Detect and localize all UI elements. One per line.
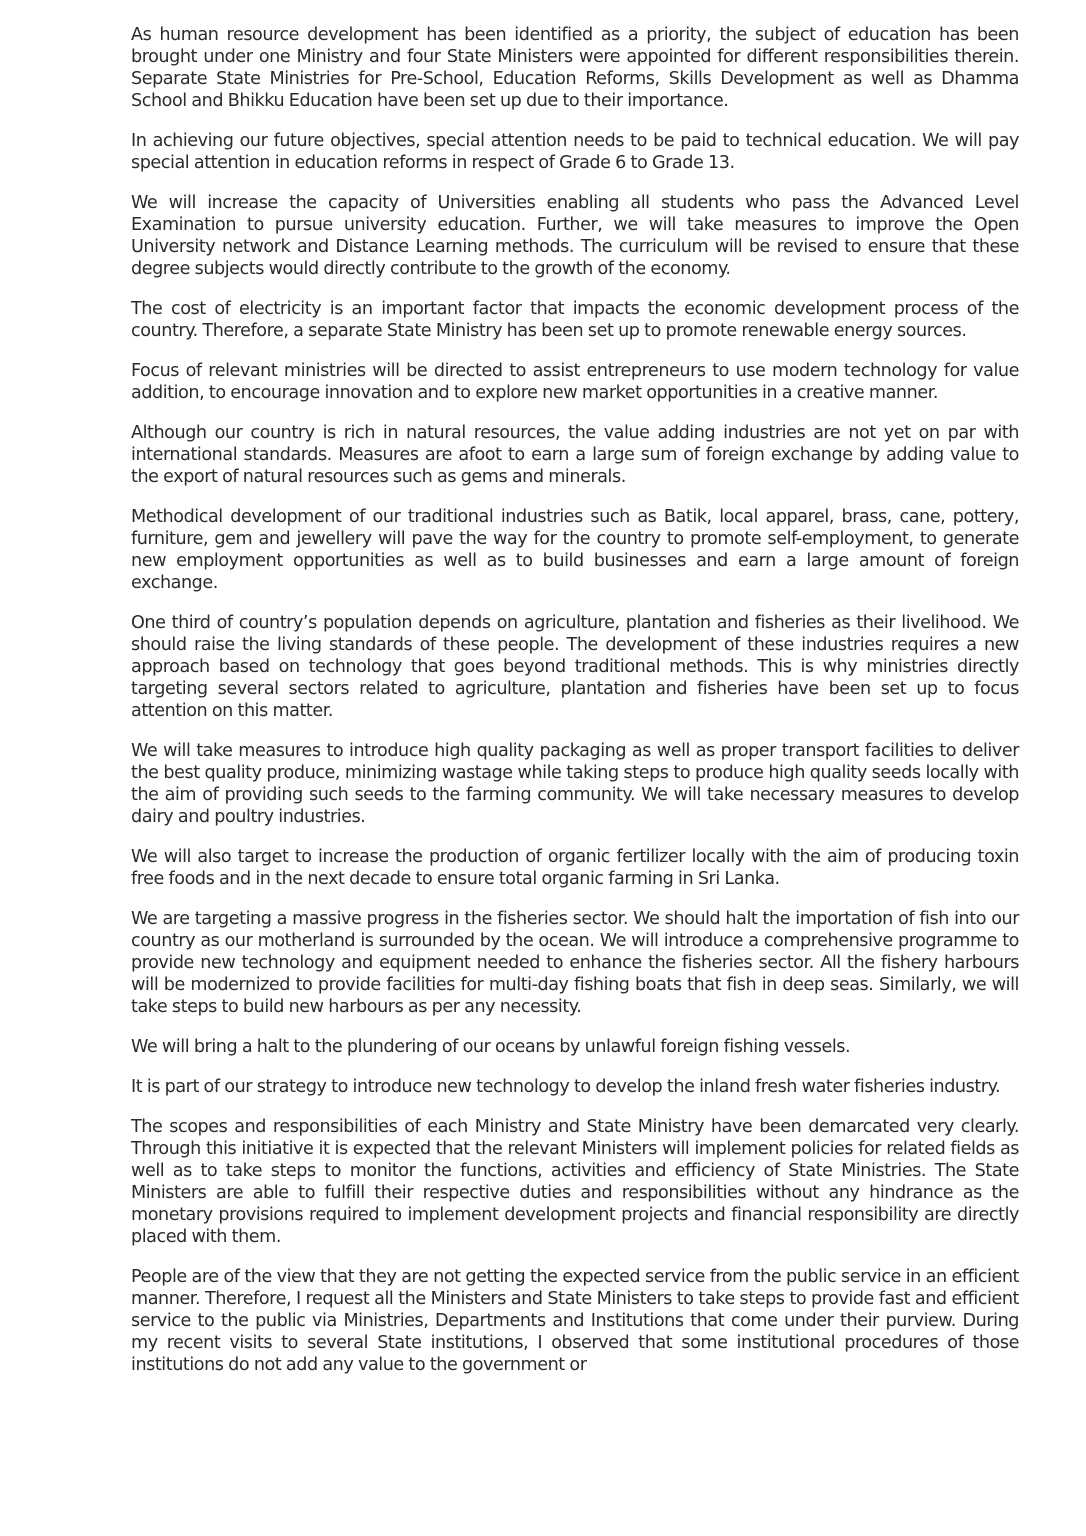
paragraph-public-service: People are of the view that they are not getting the expected service from the public service in an efficient manner. Therefore, I request all the Ministers and State Ministers to take steps to provide fast and efficient service to the public via Ministries, Departments and Institutions that come under their purview. During my recent visits to several State institutions, I observed that some institutional procedures of those institutions do not add any value to the government or	[131, 1267, 1019, 1375]
paragraph-entrepreneurs: Focus of relevant ministries will be directed to assist entrepreneurs to use modern technology for value addition, to encourage innovation and to explore new market opportunities in a creative manner.	[131, 361, 1019, 403]
paragraph-technical-education: In achieving our future objectives, special attention needs to be paid to technical education. We will pay special attention in education reforms in respect of Grade 6 to Grade 13.	[131, 131, 1019, 173]
paragraph-ministry-scopes: The scopes and responsibilities of each Ministry and State Ministry have been demarcated very clearly. Through this initiative it is expected that the relevant Ministers will implement policies for related fields as well as to take steps to monitor the functions, activities and efficiency of State Ministries. The State Ministers are able to fulfill their respective duties and responsibilities without any hindrance as the monetary provisions required to implement development projects and financial responsibility are directly placed with them.	[131, 1117, 1019, 1247]
paragraph-packaging-transport: We will take measures to introduce high quality packaging as well as proper transport facilities to deliver the best quality produce, minimizing wastage while taking steps to produce high quality seeds locally with the aim of providing such seeds to the farming community. We will take necessary measures to develop dairy and poultry industries.	[131, 741, 1019, 827]
paragraph-universities: We will increase the capacity of Universities enabling all students who pass the Advanced Level Examination to pursue university education. Further, we will take measures to improve the Open University network and Distance Learning methods. The curriculum will be revised to ensure that these degree subjects would directly contribute to the growth of the economy.	[131, 193, 1019, 279]
paragraph-electricity: The cost of electricity is an important factor that impacts the economic development process of the country. Therefore, a separate State Ministry has been set up to promote renewable energy sources.	[131, 299, 1019, 341]
paragraph-education-ministries: As human resource development has been identified as a priority, the subject of education has been brought under one Ministry and four State Ministers were appointed for different responsibilities therein. Separate State Ministries for Pre-School, Education Reforms, Skills Development as well as Dhamma School and Bhikku Education have been set up due to their importance.	[131, 25, 1019, 111]
paragraph-unlawful-fishing: We will bring a halt to the plundering of our oceans by unlawful foreign fishing vessels.	[131, 1037, 851, 1057]
paragraph-fisheries-sector: We are targeting a massive progress in the fisheries sector. We should halt the importation of fish into our country as our motherland is surrounded by the ocean. We will introduce a comprehensive programme to provide new technology and equipment needed to enhance the fisheries sector. All the fishery harbours will be modernized to provide facilities for multi-day fishing boats that fish in deep seas. Similarly, we will take steps to build new harbours as per any necessity.	[131, 909, 1019, 1017]
paragraph-organic-fertilizer: We will also target to increase the production of organic fertilizer locally with the aim of producing toxin free foods and in the next decade to ensure total organic farming in Sri Lanka.	[131, 847, 1019, 889]
paragraph-traditional-industries: Methodical development of our traditional industries such as Batik, local apparel, brass, cane, pottery, furniture, gem and jewellery will pave the way for the country to promote self-employment, to generate new employment opportunities as well as to build businesses and earn a large amount of foreign exchange.	[131, 507, 1019, 593]
paragraph-inland-fisheries: It is part of our strategy to introduce new technology to develop the inland fresh water fisheries industry.	[131, 1077, 1001, 1097]
document-page	[131, 24, 1019, 1394]
paragraph-agriculture: One third of country’s population depends on agriculture, plantation and fisheries as their livelihood. We should raise the living standards of these people. The development of these industries requires a new approach based on technology that goes beyond traditional methods. This is why ministries directly targeting several sectors related to agriculture, plantation and fisheries have been set up to focus attention on this matter.	[131, 613, 1019, 721]
paragraph-natural-resources: Although our country is rich in natural resources, the value adding industries are not yet on par with international standards. Measures are afoot to earn a large sum of foreign exchange by adding value to the export of natural resources such as gems and minerals.	[131, 423, 1019, 487]
